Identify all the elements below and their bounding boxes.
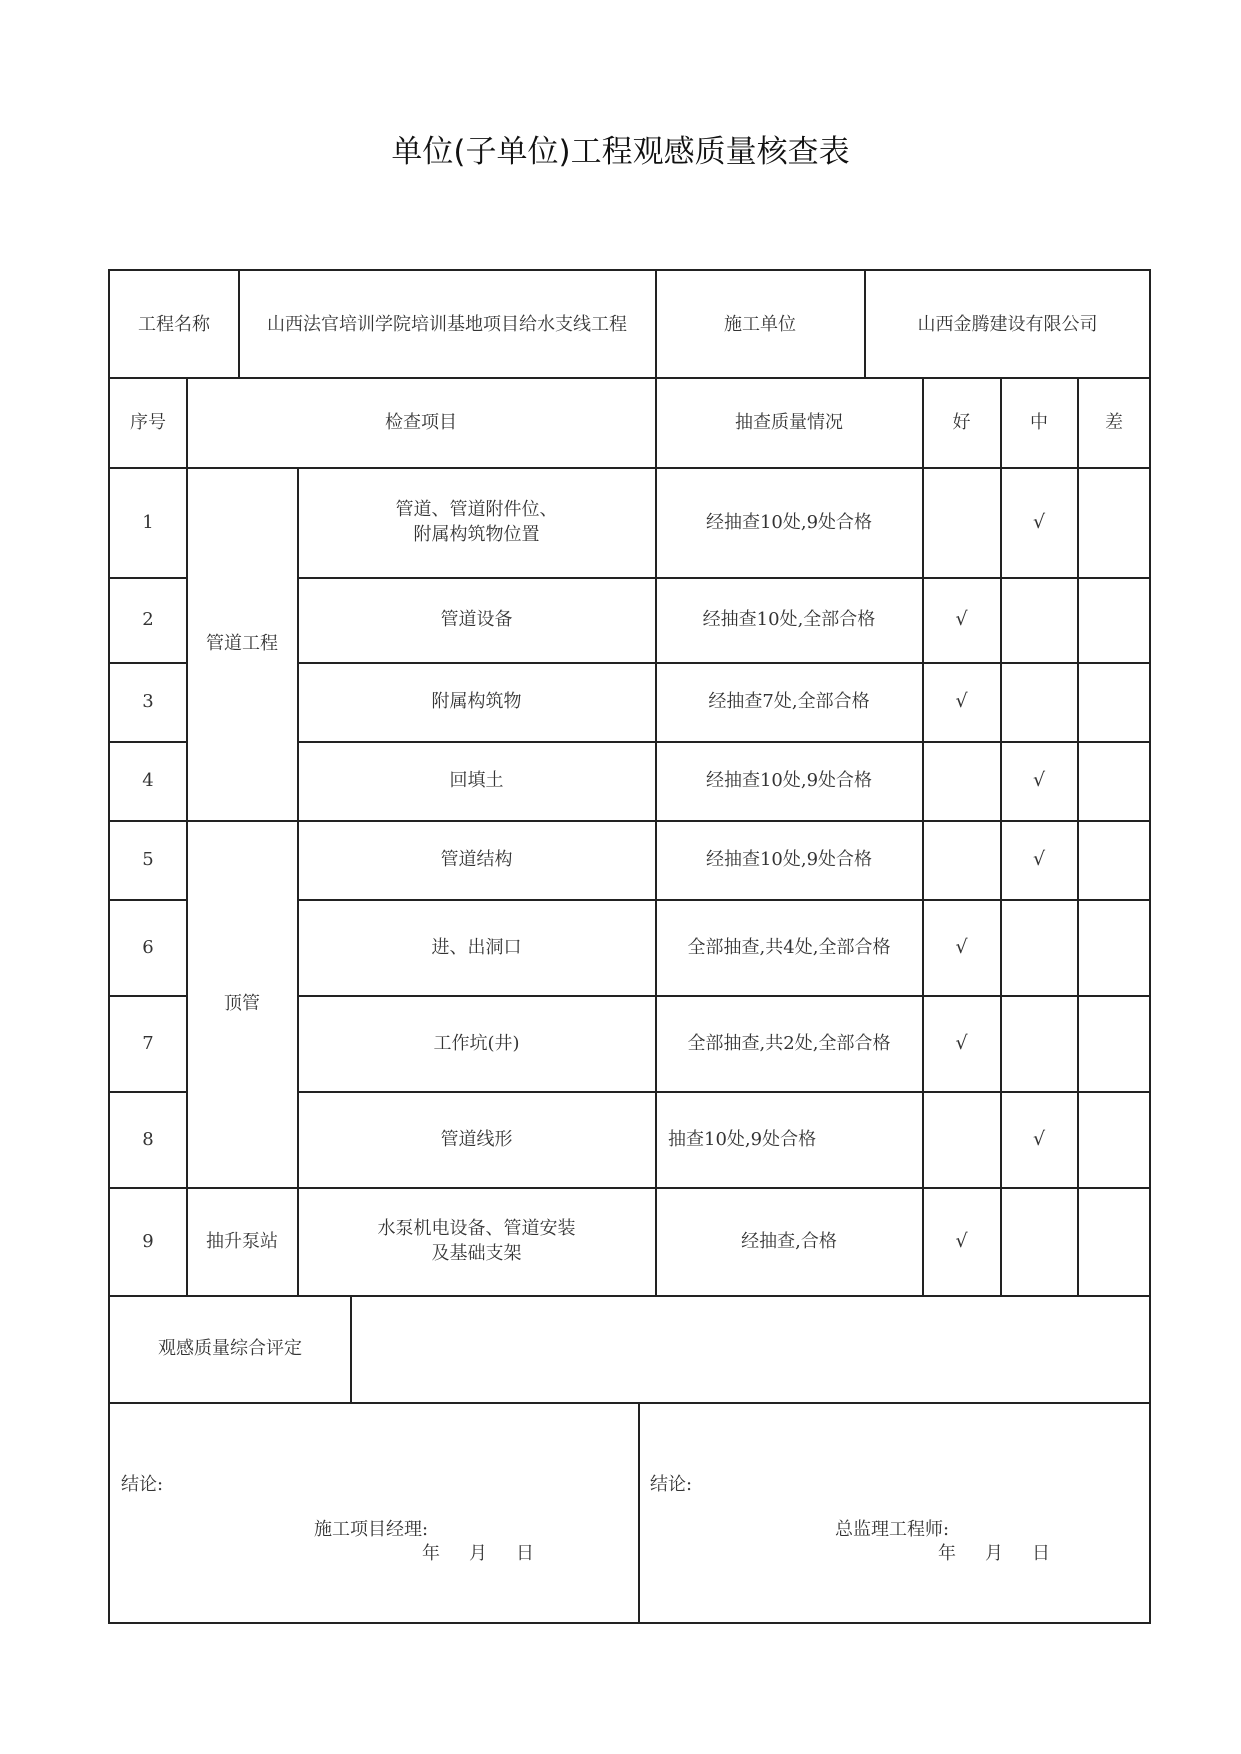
row-poor-mark xyxy=(1078,899,1150,995)
row-poor-mark xyxy=(1078,662,1150,741)
row-result: 经抽查,合格 xyxy=(741,1230,837,1252)
row-result: 全部抽查,共4处,全部合格 xyxy=(687,936,891,958)
row-poor-mark xyxy=(1078,1187,1150,1295)
group-label-pipeline: 管道工程 xyxy=(206,633,278,654)
contractor-label: 施工单位 xyxy=(724,313,796,335)
row-medium-mark xyxy=(1001,662,1077,741)
chief-supervisor-label: 总监理工程师: xyxy=(835,1519,950,1540)
row-medium-mark: √ xyxy=(1032,1127,1046,1150)
left-date-year: 年 xyxy=(422,1543,440,1564)
row-good-mark: √ xyxy=(955,1229,968,1252)
row-no: 4 xyxy=(142,770,154,791)
row-no: 8 xyxy=(142,1128,154,1150)
row-item: 管道设备 xyxy=(440,609,513,630)
row-poor-mark xyxy=(1078,467,1150,577)
row-item: 回填土 xyxy=(449,770,504,791)
row-good-mark xyxy=(923,741,1000,820)
column-header-poor: 差 xyxy=(1105,411,1123,433)
row-medium-mark xyxy=(1001,995,1077,1091)
row-medium-mark xyxy=(1001,1187,1077,1295)
overall-evaluation-field[interactable] xyxy=(351,1295,1150,1402)
row-no: 6 xyxy=(142,936,154,958)
row-item: 管道、管道附件位、 附属构筑物位置 xyxy=(395,499,558,545)
row-medium-mark: √ xyxy=(1032,769,1046,791)
inspection-form xyxy=(108,269,1151,1624)
page-title: 单位(子单位)工程观感质量核查表 xyxy=(391,134,850,170)
conclusion-left-label: 结论: xyxy=(121,1474,164,1495)
column-header-item: 检查项目 xyxy=(385,411,457,433)
project-name-value: 山西法官培训学院培训基地项目给水支线工程 xyxy=(267,313,627,335)
construction-manager-label: 施工项目经理: xyxy=(314,1519,429,1540)
row-no: 9 xyxy=(142,1230,154,1252)
row-no: 5 xyxy=(142,849,154,870)
row-medium-mark: √ xyxy=(1032,510,1046,533)
row-item: 水泵机电设备、管道安装 及基础支架 xyxy=(377,1218,576,1264)
row-good-mark xyxy=(923,1091,1000,1187)
row-result: 经抽查10处,全部合格 xyxy=(702,609,876,630)
row-item: 管道结构 xyxy=(440,849,513,870)
row-good-mark xyxy=(923,820,1000,899)
row-result: 全部抽查,共2处,全部合格 xyxy=(687,1032,891,1054)
right-date-month: 月 xyxy=(985,1543,1003,1564)
right-date-year: 年 xyxy=(938,1543,956,1564)
row-poor-mark xyxy=(1078,741,1150,820)
row-item: 进、出洞口 xyxy=(431,936,522,958)
row-item: 管道线形 xyxy=(440,1128,513,1150)
row-no: 1 xyxy=(142,511,154,533)
row-item: 附属构筑物 xyxy=(431,691,522,712)
row-good-mark: √ xyxy=(955,935,968,958)
column-header-no: 序号 xyxy=(130,411,166,433)
column-header-result: 抽查质量情况 xyxy=(735,411,843,433)
row-result: 经抽查10处,9处合格 xyxy=(705,849,873,870)
row-poor-mark xyxy=(1078,820,1150,899)
row-medium-mark xyxy=(1001,577,1077,662)
row-good-mark xyxy=(923,467,1000,577)
row-medium-mark: √ xyxy=(1032,848,1046,870)
left-date-month: 月 xyxy=(469,1543,487,1564)
row-no: 7 xyxy=(142,1032,154,1054)
conclusion-right-label: 结论: xyxy=(650,1474,693,1495)
row-good-mark: √ xyxy=(955,608,968,630)
row-good-mark: √ xyxy=(955,1031,968,1054)
row-result: 抽查10处,9处合格 xyxy=(668,1128,817,1150)
row-poor-mark xyxy=(1078,577,1150,662)
row-no: 2 xyxy=(142,609,154,630)
row-medium-mark xyxy=(1001,899,1077,995)
row-item: 工作坑(井) xyxy=(433,1032,520,1054)
row-no: 3 xyxy=(142,691,154,712)
group-label-pipe-jacking: 顶管 xyxy=(224,993,260,1014)
row-result: 经抽查10处,9处合格 xyxy=(705,511,873,533)
left-date-day: 日 xyxy=(516,1543,534,1564)
row-poor-mark xyxy=(1078,995,1150,1091)
right-date-day: 日 xyxy=(1032,1543,1050,1564)
row-result: 经抽查10处,9处合格 xyxy=(705,770,873,791)
overall-evaluation-label: 观感质量综合评定 xyxy=(158,1338,302,1359)
project-name-label: 工程名称 xyxy=(138,313,210,335)
group-label-pump-station: 抽升泵站 xyxy=(206,1230,278,1252)
row-poor-mark xyxy=(1078,1091,1150,1187)
column-header-medium: 中 xyxy=(1030,411,1048,433)
column-header-good: 好 xyxy=(952,411,971,433)
row-good-mark: √ xyxy=(955,690,968,712)
row-result: 经抽查7处,全部合格 xyxy=(708,691,870,712)
contractor-value: 山西金腾建设有限公司 xyxy=(917,313,1098,335)
